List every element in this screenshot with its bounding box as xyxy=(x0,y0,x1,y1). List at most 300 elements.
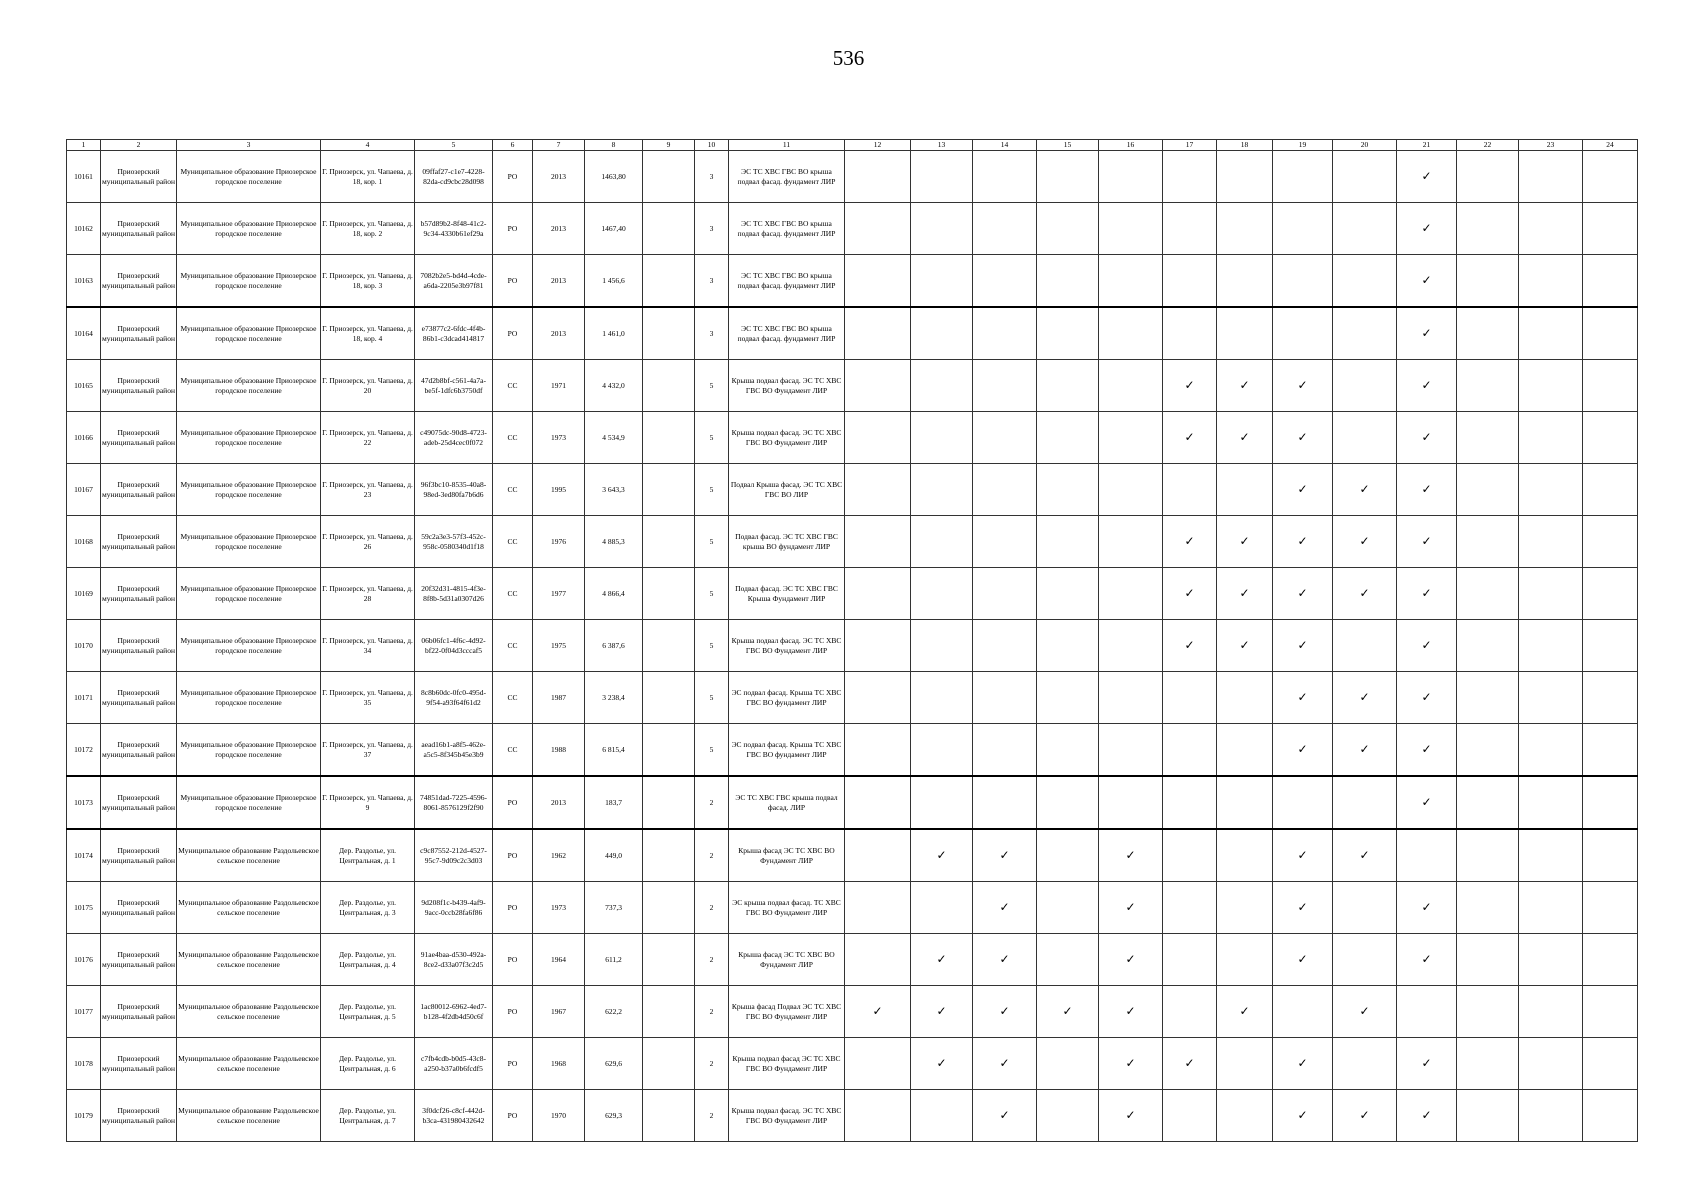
floors-cell: 5 xyxy=(695,724,729,777)
empty-cell xyxy=(1217,151,1273,203)
empty-cell xyxy=(1583,672,1638,724)
works-list-cell: ЭС ТС ХВС ГВС ВО крыша подвал фасад. фундамент ЛИР xyxy=(729,307,845,360)
empty-cell xyxy=(1583,1038,1638,1090)
municipality-cell: Муниципальное образование Приозерское городское поселение xyxy=(177,516,321,568)
column-9-cell xyxy=(643,1090,695,1142)
column-9-cell xyxy=(643,360,695,412)
area-cell: 4 534,9 xyxy=(585,412,643,464)
floors-cell: 2 xyxy=(695,986,729,1038)
column-9-cell xyxy=(643,307,695,360)
empty-cell xyxy=(911,464,973,516)
checkmark-icon: ✓ xyxy=(1099,934,1163,986)
works-list-cell: Крыша подвал фасад ЭС ТС ХВС ГВС ВО Фундамент ЛИР xyxy=(729,1038,845,1090)
empty-cell xyxy=(973,360,1037,412)
column-9-cell xyxy=(643,724,695,777)
empty-cell xyxy=(1333,412,1397,464)
area-cell: 449,0 xyxy=(585,829,643,882)
empty-cell xyxy=(911,882,973,934)
column-number: 22 xyxy=(1457,140,1519,151)
address-cell: Г. Приозерск, ул. Чапаева, д. 22 xyxy=(321,412,415,464)
empty-cell xyxy=(1217,203,1273,255)
checkmark-icon: ✓ xyxy=(1397,672,1457,724)
checkmark-icon: ✓ xyxy=(1217,360,1273,412)
area-cell: 6 387,6 xyxy=(585,620,643,672)
empty-cell xyxy=(1583,203,1638,255)
row-id-cell: 10174 xyxy=(67,829,101,882)
empty-cell xyxy=(1217,882,1273,934)
empty-cell xyxy=(1273,776,1333,829)
year-cell: 1975 xyxy=(533,620,585,672)
checkmark-icon: ✓ xyxy=(1273,1090,1333,1142)
table-row xyxy=(67,151,1638,203)
empty-cell xyxy=(911,412,973,464)
wall-type-cell: РО xyxy=(493,255,533,308)
checkmark-icon: ✓ xyxy=(1163,412,1217,464)
empty-cell xyxy=(973,151,1037,203)
checkmark-icon: ✓ xyxy=(973,986,1037,1038)
column-9-cell xyxy=(643,672,695,724)
checkmark-icon: ✓ xyxy=(911,829,973,882)
empty-cell xyxy=(973,412,1037,464)
checkmark-icon: ✓ xyxy=(1397,724,1457,777)
empty-cell xyxy=(1037,464,1099,516)
empty-cell xyxy=(1037,776,1099,829)
table-row xyxy=(67,882,1638,934)
row-id-cell: 10176 xyxy=(67,934,101,986)
table-row xyxy=(67,986,1638,1038)
column-number: 8 xyxy=(585,140,643,151)
area-cell: 1 456,6 xyxy=(585,255,643,308)
empty-cell xyxy=(1037,516,1099,568)
checkmark-icon: ✓ xyxy=(973,882,1037,934)
works-list-cell: ЭС подвал фасад. Крыша ТС ХВС ГВС ВО фундамент ЛИР xyxy=(729,672,845,724)
checkmark-icon: ✓ xyxy=(1273,724,1333,777)
empty-cell xyxy=(1583,412,1638,464)
column-9-cell xyxy=(643,151,695,203)
empty-cell xyxy=(1457,724,1519,777)
area-cell: 622,2 xyxy=(585,986,643,1038)
year-cell: 1968 xyxy=(533,1038,585,1090)
address-cell: Г. Приозерск, ул. Чапаева, д. 18, кор. 1 xyxy=(321,151,415,203)
table-row xyxy=(67,255,1638,308)
checkmark-icon: ✓ xyxy=(1099,882,1163,934)
column-number: 14 xyxy=(973,140,1037,151)
empty-cell xyxy=(1333,1038,1397,1090)
municipality-cell: Муниципальное образование Приозерское городское поселение xyxy=(177,620,321,672)
row-id-cell: 10162 xyxy=(67,203,101,255)
checkmark-icon: ✓ xyxy=(1099,986,1163,1038)
table-row xyxy=(67,464,1638,516)
checkmark-icon: ✓ xyxy=(1273,412,1333,464)
empty-cell xyxy=(1099,568,1163,620)
empty-cell xyxy=(845,516,911,568)
municipality-cell: Муниципальное образование Приозерское городское поселение xyxy=(177,776,321,829)
area-cell: 737,3 xyxy=(585,882,643,934)
checkmark-icon: ✓ xyxy=(973,829,1037,882)
empty-cell xyxy=(1519,412,1583,464)
empty-cell xyxy=(1457,829,1519,882)
works-list-cell: Подвал фасад. ЭС ТС ХВС ГВС крыша ВО фундамент ЛИР xyxy=(729,516,845,568)
empty-cell xyxy=(1163,464,1217,516)
empty-cell xyxy=(1273,203,1333,255)
checkmark-icon: ✓ xyxy=(911,934,973,986)
empty-cell xyxy=(911,568,973,620)
empty-cell xyxy=(845,360,911,412)
empty-cell xyxy=(1583,986,1638,1038)
wall-type-cell: РО xyxy=(493,151,533,203)
empty-cell xyxy=(1099,620,1163,672)
empty-cell xyxy=(1333,255,1397,308)
municipality-cell: Муниципальное образование Приозерское городское поселение xyxy=(177,412,321,464)
empty-cell xyxy=(1457,412,1519,464)
municipality-cell: Муниципальное образование Приозерское городское поселение xyxy=(177,464,321,516)
column-number: 23 xyxy=(1519,140,1583,151)
empty-cell xyxy=(1163,986,1217,1038)
column-number: 5 xyxy=(415,140,493,151)
checkmark-icon: ✓ xyxy=(1217,986,1273,1038)
year-cell: 1970 xyxy=(533,1090,585,1142)
municipality-cell: Муниципальное образование Приозерское городское поселение xyxy=(177,151,321,203)
floors-cell: 5 xyxy=(695,360,729,412)
empty-cell xyxy=(1519,516,1583,568)
empty-cell xyxy=(1457,1038,1519,1090)
column-number: 21 xyxy=(1397,140,1457,151)
district-cell: Приозерский муниципальный район xyxy=(101,203,177,255)
row-id-cell: 10165 xyxy=(67,360,101,412)
municipality-cell: Муниципальное образование Приозерское городское поселение xyxy=(177,255,321,308)
column-9-cell xyxy=(643,412,695,464)
row-id-cell: 10161 xyxy=(67,151,101,203)
works-list-cell: Крыша подвал фасад. ЭС ТС ХВС ГВС ВО Фундамент ЛИР xyxy=(729,1090,845,1142)
empty-cell xyxy=(1583,464,1638,516)
municipality-cell: Муниципальное образование Раздольевское сельское поселение xyxy=(177,829,321,882)
empty-cell xyxy=(1037,882,1099,934)
empty-cell xyxy=(1099,360,1163,412)
checkmark-icon: ✓ xyxy=(973,1090,1037,1142)
address-cell: Г. Приозерск, ул. Чапаева, д. 28 xyxy=(321,568,415,620)
checkmark-icon: ✓ xyxy=(1333,672,1397,724)
column-9-cell xyxy=(643,568,695,620)
empty-cell xyxy=(1099,724,1163,777)
row-id-cell: 10164 xyxy=(67,307,101,360)
column-9-cell xyxy=(643,882,695,934)
empty-cell xyxy=(845,882,911,934)
empty-cell xyxy=(911,203,973,255)
empty-cell xyxy=(911,360,973,412)
empty-cell xyxy=(1583,934,1638,986)
empty-cell xyxy=(1457,1090,1519,1142)
row-id-cell: 10173 xyxy=(67,776,101,829)
table-row xyxy=(67,934,1638,986)
row-id-cell: 10170 xyxy=(67,620,101,672)
empty-cell xyxy=(1457,672,1519,724)
column-number: 12 xyxy=(845,140,911,151)
checkmark-icon: ✓ xyxy=(1397,1090,1457,1142)
checkmark-icon: ✓ xyxy=(1273,620,1333,672)
checkmark-icon: ✓ xyxy=(1037,986,1099,1038)
empty-cell xyxy=(1583,1090,1638,1142)
checkmark-icon: ✓ xyxy=(1273,1038,1333,1090)
empty-cell xyxy=(1519,986,1583,1038)
empty-cell xyxy=(1457,568,1519,620)
address-cell: Дер. Раздолье, ул. Центральная, д. 5 xyxy=(321,986,415,1038)
area-cell: 629,6 xyxy=(585,1038,643,1090)
empty-cell xyxy=(845,776,911,829)
address-cell: Г. Приозерск, ул. Чапаева, д. 9 xyxy=(321,776,415,829)
guid-cell: 8c8b60dc-0fc0-495d-9f54-a93f64f61d2 xyxy=(415,672,493,724)
area-cell: 3 238,4 xyxy=(585,672,643,724)
column-number: 9 xyxy=(643,140,695,151)
district-cell: Приозерский муниципальный район xyxy=(101,568,177,620)
checkmark-icon: ✓ xyxy=(1333,1090,1397,1142)
floors-cell: 3 xyxy=(695,255,729,308)
year-cell: 1995 xyxy=(533,464,585,516)
row-id-cell: 10168 xyxy=(67,516,101,568)
works-list-cell: Подвал Крыша фасад. ЭС ТС ХВС ГВС ВО ЛИР xyxy=(729,464,845,516)
empty-cell xyxy=(973,620,1037,672)
empty-cell xyxy=(1333,776,1397,829)
empty-cell xyxy=(1333,307,1397,360)
wall-type-cell: РО xyxy=(493,307,533,360)
municipality-cell: Муниципальное образование Раздольевское сельское поселение xyxy=(177,986,321,1038)
wall-type-cell: РО xyxy=(493,934,533,986)
area-cell: 1463,80 xyxy=(585,151,643,203)
empty-cell xyxy=(1519,620,1583,672)
empty-cell xyxy=(1163,672,1217,724)
year-cell: 1988 xyxy=(533,724,585,777)
checkmark-icon: ✓ xyxy=(973,934,1037,986)
wall-type-cell: СС xyxy=(493,516,533,568)
checkmark-icon: ✓ xyxy=(1273,672,1333,724)
empty-cell xyxy=(845,672,911,724)
empty-cell xyxy=(973,516,1037,568)
address-cell: Г. Приозерск, ул. Чапаева, д. 18, кор. 3 xyxy=(321,255,415,308)
empty-cell xyxy=(1217,934,1273,986)
empty-cell xyxy=(845,464,911,516)
empty-cell xyxy=(973,255,1037,308)
empty-cell xyxy=(1273,307,1333,360)
wall-type-cell: СС xyxy=(493,620,533,672)
column-9-cell xyxy=(643,516,695,568)
checkmark-icon: ✓ xyxy=(1397,203,1457,255)
district-cell: Приозерский муниципальный район xyxy=(101,934,177,986)
empty-cell xyxy=(845,829,911,882)
column-number: 20 xyxy=(1333,140,1397,151)
guid-cell: 20f32d31-4815-4f3e-8f8b-5d31a0307d26 xyxy=(415,568,493,620)
table-row xyxy=(67,203,1638,255)
checkmark-icon: ✓ xyxy=(973,1038,1037,1090)
column-number: 1 xyxy=(67,140,101,151)
empty-cell xyxy=(1519,1038,1583,1090)
address-cell: Дер. Раздолье, ул. Центральная, д. 1 xyxy=(321,829,415,882)
wall-type-cell: СС xyxy=(493,568,533,620)
empty-cell xyxy=(1037,1038,1099,1090)
address-cell: Дер. Раздолье, ул. Центральная, д. 7 xyxy=(321,1090,415,1142)
floors-cell: 3 xyxy=(695,307,729,360)
works-list-cell: Крыша фасад ЭС ТС ХВС ВО Фундамент ЛИР xyxy=(729,829,845,882)
empty-cell xyxy=(1457,360,1519,412)
empty-cell xyxy=(1163,776,1217,829)
table-row xyxy=(67,412,1638,464)
checkmark-icon: ✓ xyxy=(1333,464,1397,516)
checkmark-icon: ✓ xyxy=(1099,829,1163,882)
empty-cell xyxy=(1583,255,1638,308)
floors-cell: 3 xyxy=(695,151,729,203)
works-list-cell: ЭС ТС ХВС ГВС крыша подвал фасад. ЛИР xyxy=(729,776,845,829)
area-cell: 4 885,3 xyxy=(585,516,643,568)
empty-cell xyxy=(845,203,911,255)
checkmark-icon: ✓ xyxy=(1397,568,1457,620)
empty-cell xyxy=(1217,1090,1273,1142)
empty-cell xyxy=(1273,151,1333,203)
district-cell: Приозерский муниципальный район xyxy=(101,412,177,464)
empty-cell xyxy=(1457,882,1519,934)
checkmark-icon: ✓ xyxy=(1273,829,1333,882)
checkmark-icon: ✓ xyxy=(1273,568,1333,620)
year-cell: 2013 xyxy=(533,307,585,360)
empty-cell xyxy=(845,307,911,360)
area-cell: 4 432,0 xyxy=(585,360,643,412)
empty-cell xyxy=(1519,307,1583,360)
address-cell: Г. Приозерск, ул. Чапаева, д. 18, кор. 4 xyxy=(321,307,415,360)
wall-type-cell: РО xyxy=(493,776,533,829)
year-cell: 1962 xyxy=(533,829,585,882)
wall-type-cell: СС xyxy=(493,464,533,516)
column-9-cell xyxy=(643,203,695,255)
district-cell: Приозерский муниципальный район xyxy=(101,1038,177,1090)
column-number: 6 xyxy=(493,140,533,151)
empty-cell xyxy=(1583,151,1638,203)
empty-cell xyxy=(1457,986,1519,1038)
table-row xyxy=(67,360,1638,412)
empty-cell xyxy=(1519,829,1583,882)
year-cell: 1964 xyxy=(533,934,585,986)
district-cell: Приозерский муниципальный район xyxy=(101,724,177,777)
empty-cell xyxy=(911,672,973,724)
empty-cell xyxy=(1099,307,1163,360)
wall-type-cell: СС xyxy=(493,360,533,412)
wall-type-cell: СС xyxy=(493,412,533,464)
checkmark-icon: ✓ xyxy=(1397,151,1457,203)
row-id-cell: 10178 xyxy=(67,1038,101,1090)
year-cell: 1976 xyxy=(533,516,585,568)
empty-cell xyxy=(1519,568,1583,620)
guid-cell: aead16b1-a8f5-462e-a5c5-8f345b45e3b9 xyxy=(415,724,493,777)
column-9-cell xyxy=(643,464,695,516)
checkmark-icon: ✓ xyxy=(1163,360,1217,412)
empty-cell xyxy=(845,1038,911,1090)
table-row xyxy=(67,568,1638,620)
wall-type-cell: СС xyxy=(493,672,533,724)
column-9-cell xyxy=(643,620,695,672)
empty-cell xyxy=(1583,724,1638,777)
checkmark-icon: ✓ xyxy=(1397,882,1457,934)
empty-cell xyxy=(1519,255,1583,308)
empty-cell xyxy=(1519,934,1583,986)
area-cell: 6 815,4 xyxy=(585,724,643,777)
page-number: 536 xyxy=(832,46,865,70)
works-list-cell: Подвал фасад. ЭС ТС ХВС ГВС Крыша Фундамент ЛИР xyxy=(729,568,845,620)
address-cell: Г. Приозерск, ул. Чапаева, д. 35 xyxy=(321,672,415,724)
municipality-cell: Муниципальное образование Приозерское городское поселение xyxy=(177,360,321,412)
empty-cell xyxy=(1583,307,1638,360)
empty-cell xyxy=(845,568,911,620)
address-cell: Дер. Раздолье, ул. Центральная, д. 6 xyxy=(321,1038,415,1090)
empty-cell xyxy=(1037,829,1099,882)
address-cell: Г. Приозерск, ул. Чапаева, д. 26 xyxy=(321,516,415,568)
empty-cell xyxy=(1163,829,1217,882)
floors-cell: 5 xyxy=(695,516,729,568)
address-cell: Г. Приозерск, ул. Чапаева, д. 34 xyxy=(321,620,415,672)
row-id-cell: 10177 xyxy=(67,986,101,1038)
guid-cell: c49075dc-90d8-4723-adeb-25d4cec0f072 xyxy=(415,412,493,464)
empty-cell xyxy=(1037,151,1099,203)
empty-cell xyxy=(1583,882,1638,934)
column-9-cell xyxy=(643,255,695,308)
works-list-cell: Крыша фасад Подвал ЭС ТС ХВС ГВС ВО Фундамент ЛИР xyxy=(729,986,845,1038)
empty-cell xyxy=(1099,776,1163,829)
year-cell: 1967 xyxy=(533,986,585,1038)
district-cell: Приозерский муниципальный район xyxy=(101,882,177,934)
empty-cell xyxy=(1217,776,1273,829)
empty-cell xyxy=(1217,255,1273,308)
year-cell: 2013 xyxy=(533,255,585,308)
checkmark-icon: ✓ xyxy=(1163,568,1217,620)
year-cell: 1973 xyxy=(533,412,585,464)
empty-cell xyxy=(1037,934,1099,986)
year-cell: 2013 xyxy=(533,776,585,829)
empty-cell xyxy=(973,568,1037,620)
checkmark-icon: ✓ xyxy=(1163,516,1217,568)
checkmark-icon: ✓ xyxy=(1217,516,1273,568)
works-list-cell: ЭС подвал фасад. Крыша ТС ХВС ГВС ВО фундамент ЛИР xyxy=(729,724,845,777)
empty-cell xyxy=(911,1090,973,1142)
empty-cell xyxy=(1099,672,1163,724)
floors-cell: 2 xyxy=(695,882,729,934)
guid-cell: e73877c2-6fdc-4f4b-86b1-c3dcad414817 xyxy=(415,307,493,360)
empty-cell xyxy=(1457,776,1519,829)
works-list-cell: ЭС ТС ХВС ГВС ВО крыша подвал фасад. фундамент ЛИР xyxy=(729,151,845,203)
wall-type-cell: РО xyxy=(493,882,533,934)
checkmark-icon: ✓ xyxy=(1273,934,1333,986)
checkmark-icon: ✓ xyxy=(1333,724,1397,777)
works-list-cell: ЭС крыша подвал фасад. ТС ХВС ГВС ВО Фундамент ЛИР xyxy=(729,882,845,934)
area-cell: 183,7 xyxy=(585,776,643,829)
empty-cell xyxy=(1163,255,1217,308)
empty-cell xyxy=(911,776,973,829)
table-row xyxy=(67,1090,1638,1142)
empty-cell xyxy=(1519,151,1583,203)
wall-type-cell: СС xyxy=(493,724,533,777)
column-number: 19 xyxy=(1273,140,1333,151)
checkmark-icon: ✓ xyxy=(1273,516,1333,568)
guid-cell: c9c87552-212d-4527-95c7-9d09c2c3d03 xyxy=(415,829,493,882)
works-list-cell: Крыша подвал фасад. ЭС ТС ХВС ГВС ВО Фундамент ЛИР xyxy=(729,360,845,412)
district-cell: Приозерский муниципальный район xyxy=(101,1090,177,1142)
row-id-cell: 10172 xyxy=(67,724,101,777)
checkmark-icon: ✓ xyxy=(1397,360,1457,412)
empty-cell xyxy=(845,1090,911,1142)
table-row xyxy=(67,307,1638,360)
empty-cell xyxy=(1037,672,1099,724)
municipality-cell: Муниципальное образование Раздольевское сельское поселение xyxy=(177,934,321,986)
area-cell: 629,3 xyxy=(585,1090,643,1142)
column-number: 7 xyxy=(533,140,585,151)
floors-cell: 2 xyxy=(695,1038,729,1090)
floors-cell: 5 xyxy=(695,672,729,724)
floors-cell: 5 xyxy=(695,412,729,464)
column-number: 2 xyxy=(101,140,177,151)
